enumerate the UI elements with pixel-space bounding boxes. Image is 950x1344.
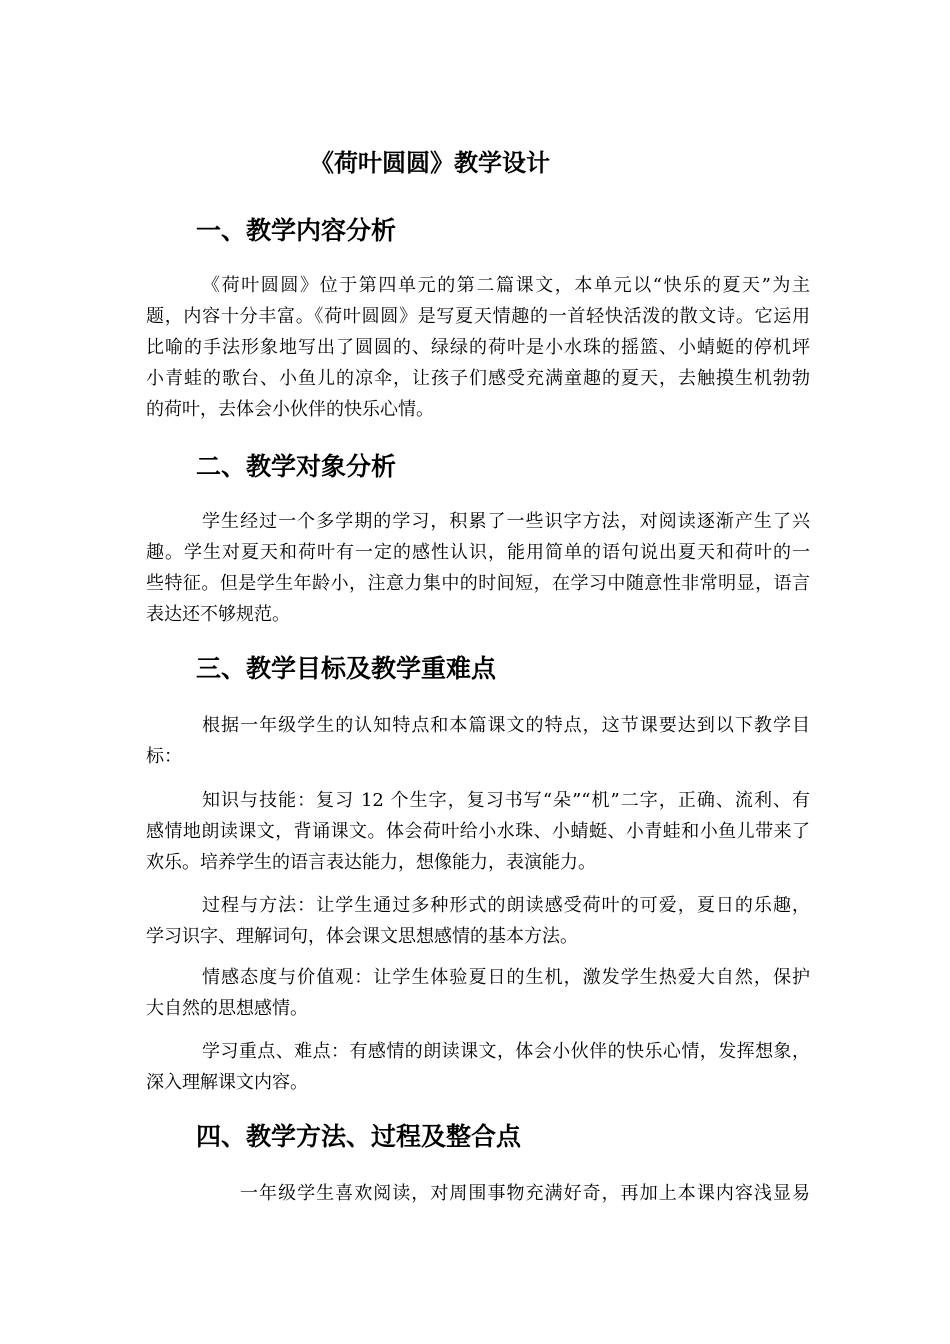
paragraph-line: 感情地朗读课文，背诵课文。体会荷叶给小水珠、小蜻蜓、小青蛙和小鱼儿带来了 [146,821,810,842]
paragraph-knowledge-skills [146,785,810,878]
paragraph-line: 欢乐。培养学生的语言表达能力，想像能力，表演能力。 [146,852,596,873]
paragraph-process-methods [146,890,810,952]
paragraph-line: 深入理解课文内容。 [146,1072,308,1093]
paragraph-line: 情感态度与价值观：让学生体验夏日的生机，激发学生热爱大自然，保护 [202,967,810,988]
section-heading-content-analysis: 一、教学内容分析 [196,216,397,245]
paragraph-line: 些特征。但是学生年龄小，注意力集中的时间短，在学习中随意性非常明显，语言 [146,573,810,594]
paragraph-line: 趣。学生对夏天和荷叶有一定的感性认识，能用简单的语句说出夏天和荷叶的一 [146,542,810,563]
paragraph-content-analysis [146,270,810,425]
paragraph-line: 过程与方法：让学生通过多种形式的朗读感受荷叶的可爱，夏日的乐趣， [202,895,810,916]
section-heading-methods-process: 四、教学方法、过程及整合点 [196,1122,522,1151]
paragraph-line: 大自然的思想感情。 [146,998,308,1019]
paragraph-line: 《荷叶圆圆》位于第四单元的第二篇课文，本单元以“快乐的夏天”为主 [202,275,810,296]
paragraph-attitudes-values [146,962,810,1024]
section-heading-objectives: 三、教学目标及教学重难点 [196,654,497,683]
paragraph-line: 一年级学生喜欢阅读，对周围事物充满好奇，再加上本课内容浅显易 [240,1183,810,1204]
document-title: 《荷叶圆圆》教学设计 [310,148,550,177]
paragraph-line: 的荷叶，去体会小伙伴的快乐心情。 [146,399,434,420]
paragraph-line: 根据一年级学生的认知特点和本篇课文的特点，这节课要达到以下教学目 [202,715,810,736]
paragraph-objectives-intro [146,710,810,772]
paragraph-line: 题，内容十分丰富。《荷叶圆圆》是写夏天情趣的一首轻快活泼的散文诗。它运用 [146,306,810,327]
paragraph-line: 学习重点、难点：有感情的朗读课文，体会小伙伴的快乐心情，发挥想象， [202,1041,810,1062]
section-heading-learner-analysis: 二、教学对象分析 [196,452,397,481]
paragraph-key-difficulties [146,1036,810,1098]
paragraph-line: 标： [146,746,182,767]
paragraph-line: 知识与技能：复习 12 个生字，复习书写“朵”“机”二字，正确、流利、有 [202,790,810,811]
paragraph-line: 比喻的手法形象地写出了圆圆的、绿绿的荷叶是小水珠的摇篮、小蜻蜓的停机坪 [146,337,810,358]
paragraph-line: 小青蛙的歌台、小鱼儿的凉伞，让孩子们感受充满童趣的夏天，去触摸生机勃勃 [146,368,810,389]
paragraph-line: 表达还不够规范。 [146,604,290,625]
paragraph-line: 学习识字、理解词句，体会课文思想感情的基本方法。 [146,926,578,947]
paragraph-methods-process [146,1178,810,1209]
paragraph-line: 学生经过一个多学期的学习，积累了一些识字方法，对阅读逐渐产生了兴 [202,511,810,532]
paragraph-learner-analysis [146,506,810,630]
